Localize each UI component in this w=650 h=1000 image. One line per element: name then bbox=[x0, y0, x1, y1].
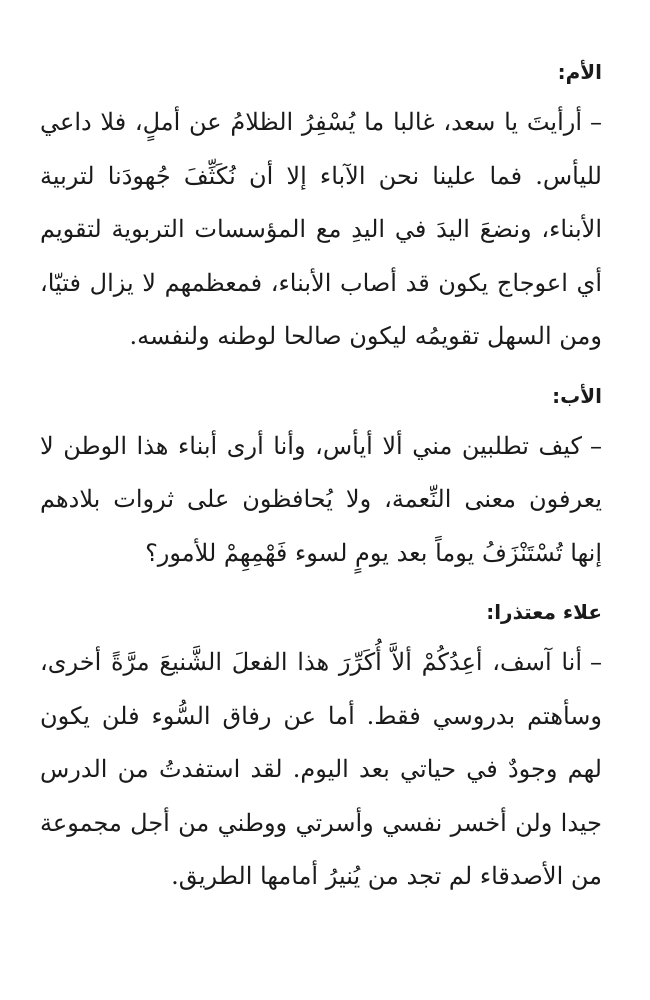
speaker-label: الأب: bbox=[552, 383, 602, 408]
speech-line: بلادهم إنها تُسْتَنْزَفُ يوماً بعد يومٍ لسوء فَهْمِهِمْ للأمور؟ bbox=[40, 485, 602, 567]
dialogue-dash: – bbox=[589, 431, 602, 460]
speech-line: كيف تطلبين مني ألا أيأس، وأنا أرى أبناء هذا الوطن bbox=[63, 431, 582, 460]
speech-line: لا يعرفون معنى النِّعمة، ولا يُحافظون على ثروات bbox=[40, 431, 602, 513]
dialogue-block-father bbox=[40, 376, 610, 581]
dialogue-dash: – bbox=[590, 648, 602, 676]
speech-line: أرأيتَ يا سعد، غالبا ما يُسْفِرُ الظلامُ عن أملٍ، فلا داعي bbox=[40, 108, 582, 136]
speech-line: فتيّا، ومن السهل تقويمُه ليكون صالحا لوطنه ولنفسه. bbox=[40, 268, 602, 350]
dialogue-page bbox=[40, 52, 610, 916]
speech-line: لليأس. فما علينا نحن الآباء إلا أن نُكَثِّفَ جُهودَنا لتربية bbox=[40, 161, 602, 190]
speech-line: أي اعوجاج يكون قد أصاب الأبناء، فمعظمهم لا يزال bbox=[89, 268, 602, 297]
dialogue-dash: – bbox=[590, 108, 602, 136]
speech-line: لهم وجودٌ في حياتي بعد اليوم. لقد استفدتُ من الدرس bbox=[40, 755, 602, 783]
speech-paragraph bbox=[40, 636, 610, 904]
speech-paragraph bbox=[40, 96, 610, 364]
dialogue-block-alaa bbox=[40, 592, 610, 904]
speech-line: من الأصدقاء لم تجد من يُنيرُ أمامها الطريق. bbox=[171, 862, 602, 890]
dialogue-block-mother bbox=[40, 52, 610, 364]
speech-line: الأبناء، ونضعَ اليدَ في اليدِ مع المؤسسات التربوية لتقويم bbox=[40, 215, 602, 243]
speaker-label: الأم: bbox=[557, 60, 602, 84]
speech-line: جيدا ولن أخسر نفسي وأسرتي ووطني من أجل مجموعة bbox=[40, 808, 602, 837]
speech-paragraph bbox=[40, 420, 610, 581]
speaker-label: علاء معتذرا: bbox=[486, 600, 602, 624]
speech-line: أنا آسف، أعِدُكُمْ ألاَّ أُكَرِّرَ هذا الفعلَ الشَّنيعَ مرَّةً أخرى، bbox=[40, 648, 582, 676]
speech-line: وسأهتم بدروسي فقط. أما عن رفاق السُّوء فلن يكون bbox=[40, 701, 602, 730]
